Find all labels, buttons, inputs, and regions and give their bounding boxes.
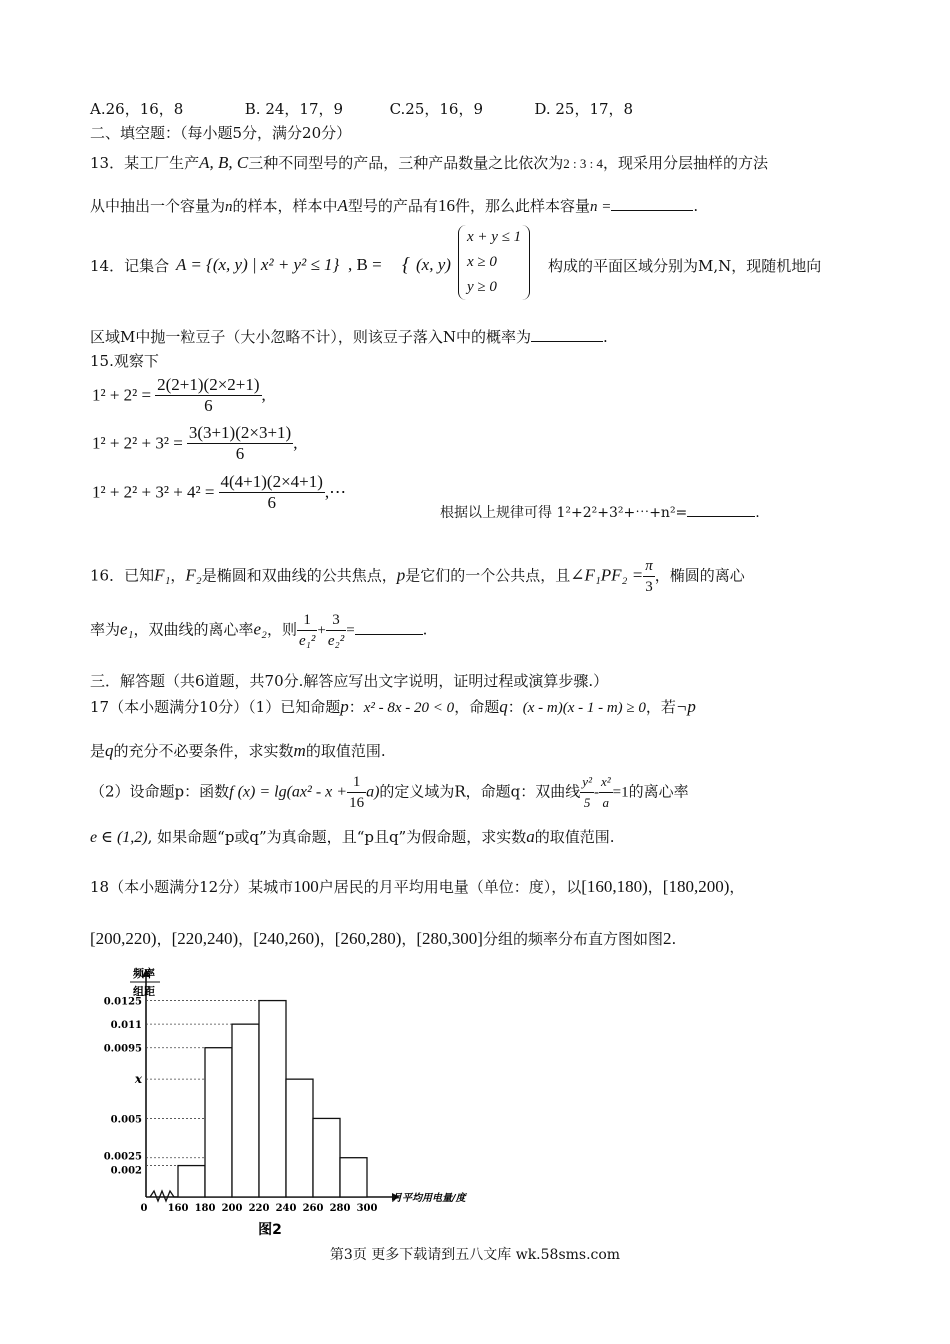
q17-frac-1-16 <box>347 772 366 813</box>
q16-frac-1-num: 1 <box>297 610 317 631</box>
q13-ratio: 2 : 3 : 4 <box>563 156 603 171</box>
q17-fd: 16 <box>349 795 365 811</box>
q16-text-3: 是它们的一个公共点，且 <box>405 566 571 585</box>
q18-text-3: 分组的频率分布直方图如图 <box>482 930 663 948</box>
option-d: D. 25，17，8 <box>534 100 634 118</box>
q17-negp: ¬p <box>675 697 696 716</box>
q15-eq2-frac <box>187 423 293 464</box>
q17-text-2: ，命题 <box>454 698 500 716</box>
q17-ein: e ∈ (1,2) <box>90 829 148 846</box>
q15-eq1-num: 2(2+1)(2×2+1) <box>157 375 260 394</box>
q17-frac-y <box>580 772 594 813</box>
y-tick-label: 0.0125 <box>103 996 142 1008</box>
q18-interval-4: [220,240) <box>171 929 239 948</box>
q17-line3 <box>90 772 862 820</box>
q18-line1 <box>90 876 862 898</box>
q17-text-7: （2）设命题p：函数 <box>90 782 230 801</box>
histogram-bar <box>313 1118 340 1197</box>
q17-line2 <box>90 740 862 762</box>
option-a: A.26，16，8 <box>90 100 184 118</box>
q17-p: p <box>340 697 349 716</box>
q13-text-4: 从中抽出一个容量为 <box>90 197 226 215</box>
q16-text-6: ，双曲线的离心率 <box>133 620 254 639</box>
q18-interval-5: [240,260) <box>253 929 320 948</box>
y-tick-label: 0.0025 <box>103 1151 142 1163</box>
histogram-bar <box>232 1024 259 1197</box>
x-tick-label: 260 <box>302 1203 324 1214</box>
q16-pi-frac <box>643 556 655 597</box>
q13-n-eq: n = <box>589 199 612 215</box>
q15-eq2-tail: , <box>293 433 298 453</box>
q16-p: p <box>396 565 406 585</box>
q16-text-7: ，则 <box>266 620 297 639</box>
q15-rule-text: 根据以上规律可得 1²+2²+3²+⋯+n²= <box>440 505 688 521</box>
q18-comma-6: ， <box>401 930 417 948</box>
x-tick-label: 200 <box>221 1203 243 1214</box>
x-tick-label: 180 <box>194 1203 216 1214</box>
q15-rule <box>440 502 760 522</box>
q14-line2 <box>90 326 862 348</box>
q18-interval-1: [160,180) <box>581 877 648 896</box>
q15-eq3-num: 4(4+1)(2×4+1) <box>220 472 323 491</box>
q14-xy: (x, y) <box>416 255 451 274</box>
q14-text-1: 14．记集合 <box>90 257 170 275</box>
q18-comma-2: ， <box>729 878 745 896</box>
section-2-heading: 二、填空题：（每小题5分，满分20分） <box>90 124 352 142</box>
q16-text-2: 是椭圆和双曲线的公共焦点， <box>201 566 397 585</box>
q16-e1: e₁ <box>120 619 134 639</box>
q14-cond-2: x ≥ 0 <box>467 254 497 270</box>
q17-fa: a) <box>366 783 380 801</box>
q14-answer-blank[interactable] <box>531 326 603 342</box>
q17-m: m <box>293 741 306 760</box>
x-tick-label: 160 <box>167 1203 189 1214</box>
q18-interval-2: [180,200) <box>662 877 730 896</box>
q17-text-9: 的离心率 <box>628 782 689 801</box>
q16-sep: ， <box>170 566 186 585</box>
histogram-bar <box>205 1048 232 1197</box>
q16-frac-1 <box>297 610 317 651</box>
q16-e2: e₂ <box>253 619 267 639</box>
q15-eq2-den: 6 <box>235 444 245 463</box>
q13-answer-blank[interactable] <box>611 195 693 211</box>
figure-caption: 图2 <box>258 1222 282 1238</box>
q17-q: q <box>499 697 508 716</box>
q16-period: . <box>422 620 428 639</box>
q13-line1 <box>90 152 862 175</box>
x-tick-label: 220 <box>248 1203 270 1214</box>
q15-eq3-frac <box>219 472 325 513</box>
q17-line1 <box>90 696 862 719</box>
q13-A: A <box>337 196 348 215</box>
q13-abc: A, B, C <box>199 153 249 172</box>
q17-text-8: 的定义域为R，命题q：双曲线 <box>379 782 581 801</box>
q15-period: . <box>755 505 760 521</box>
q15-eq1-lhs: 1² + 2² = <box>92 385 152 405</box>
q17-fn: 1 <box>347 772 366 793</box>
y-label-bottom: 组距 <box>133 985 155 998</box>
q17-text-6: 的取值范围. <box>305 742 386 760</box>
q18-comma-5: ， <box>319 930 335 948</box>
q17-a: a <box>526 827 535 846</box>
q14-text-3: 区域M中抛一粒豆子（大小忽略不计），则该豆子落入N中的概率为 <box>90 328 531 346</box>
histogram-bar <box>178 1166 205 1197</box>
q16-frac-2-num: 3 <box>326 610 346 631</box>
q16-text-5: 率为 <box>90 620 121 639</box>
q15-eq3-tail: ,⋯ <box>324 482 347 502</box>
q15-eq1-frac <box>155 375 261 416</box>
q18-line2 <box>90 928 862 950</box>
q16-eq: = <box>346 622 355 639</box>
q18-comma-1: ， <box>647 878 663 896</box>
q15-eq2-lhs: 1² + 2² + 3² = <box>92 433 183 453</box>
q17-colon: ： <box>348 698 364 716</box>
q17-text-3: ，若 <box>645 698 676 716</box>
q14-period: . <box>603 328 608 346</box>
q16-text-4: ，椭圆的离心 <box>654 566 745 585</box>
q17-text-10: , 如果命题“p或q”为真命题，且“p且q”为假命题，求实数 <box>147 828 527 846</box>
q13-num: 16 <box>437 196 455 215</box>
x-tick-label: 240 <box>275 1203 297 1214</box>
option-c: C.25，16，9 <box>389 100 483 118</box>
q17-line4 <box>90 826 862 849</box>
q16-answer-blank[interactable] <box>355 619 423 635</box>
q16-line2 <box>90 610 862 658</box>
q18-interval-6: [260,280) <box>334 929 402 948</box>
q18-fig: 2 <box>662 929 672 948</box>
q15-eq3-den: 6 <box>267 493 276 512</box>
q14-comma-b: , B = <box>348 255 382 274</box>
q17-colon-2: ： <box>507 698 523 716</box>
y-label-top: 频率 <box>133 967 155 980</box>
q16-frac-2 <box>326 610 346 651</box>
q14-line1 <box>90 225 862 305</box>
q13-period: . <box>693 197 699 215</box>
q12-options <box>90 98 862 120</box>
q18-period: . <box>671 930 677 948</box>
q14-system <box>458 225 530 300</box>
q13-text-5: 的样本，样本中 <box>232 197 338 215</box>
q16-F2: F₂ <box>185 565 202 585</box>
x-tick-label: 280 <box>329 1203 351 1214</box>
q18-comma-4: ， <box>238 930 254 948</box>
q17-text-11: 的取值范围. <box>534 828 615 846</box>
q17-ineq1: x² - 8x - 20 < 0 <box>363 700 455 716</box>
q18-text-1: 18（本小题满分12分）某城市 <box>90 878 294 896</box>
q17-fx: f (x) = lg(ax² - x + <box>229 783 348 801</box>
option-b: B. 24，17，9 <box>244 100 344 118</box>
q14-cond-1: x + y ≤ 1 <box>467 229 522 245</box>
q17-yn: y² <box>580 772 594 793</box>
q17-text-5: 的充分不必要条件，求实数 <box>113 742 294 760</box>
x-tick-label: 300 <box>356 1203 378 1214</box>
q15-answer-blank[interactable] <box>687 503 755 517</box>
histogram-chart <box>90 965 466 1240</box>
y-tick-label: 0.002 <box>110 1165 142 1177</box>
q15-eq2 <box>92 423 297 464</box>
q15-eq3 <box>92 472 346 513</box>
q13-line2 <box>90 195 862 218</box>
y-tick-label: 0.011 <box>110 1020 142 1032</box>
q16-angle: ∠F₁PF₂ = <box>570 565 644 585</box>
q14-set-a: A = {(x, y) | x² + y² ≤ 1} <box>176 255 340 274</box>
origin-label: 0 <box>140 1203 148 1214</box>
section-3-heading: 三．解答题（共6道题，共70分.解答应写出文字说明，证明过程或演算步骤.） <box>90 672 609 690</box>
q13-text-6: 型号的产品有 <box>347 197 438 215</box>
q17-yd: 5 <box>583 795 591 810</box>
q14-brace-left: { <box>402 254 410 276</box>
histogram-bar <box>340 1158 367 1197</box>
q16-text-1: 16．已知 <box>90 566 155 585</box>
q13-text-7: 件，那么此样本容量 <box>454 197 590 215</box>
q17-xd: a <box>602 795 610 810</box>
q14-cond-3: y ≥ 0 <box>467 279 497 295</box>
q13-text-1: 13．某工厂生产 <box>90 154 200 172</box>
q15-eq1-tail: , <box>261 385 266 405</box>
q18-interval-7: [280,300] <box>416 929 483 948</box>
q15-eq2-num: 3(3+1)(2×3+1) <box>188 423 292 442</box>
q16-frac-1-den: e₁² <box>298 633 316 649</box>
q18-text-2: 户居民的月平均用电量（单位：度），以 <box>318 878 582 896</box>
q15-heading: 15.观察下 <box>90 352 159 370</box>
q16-plus: + <box>317 622 326 639</box>
q17-frac-x <box>599 772 613 813</box>
q17-minus: - <box>593 784 599 801</box>
q15-eq3-lhs: 1² + 2² + 3² + 4² = <box>92 482 215 502</box>
q17-text-1: 17（本小题满分10分）（1）已知命题 <box>90 698 341 716</box>
q18-comma-3: ， <box>156 930 172 948</box>
q17-ineq2: (x - m)(x - 1 - m) ≥ 0 <box>522 700 646 716</box>
q13-text-3: ，现采用分层抽样的方法 <box>602 154 768 172</box>
q14-text-2: 构成的平面区域分别为M,N，现随机地向 <box>548 257 822 275</box>
q13-n: n <box>225 199 233 215</box>
q15-eq1-den: 6 <box>204 396 213 415</box>
axis-break-zigzag <box>150 1191 178 1201</box>
q16-three: 3 <box>645 579 653 595</box>
q17-text-4: 是 <box>90 742 106 760</box>
q17-xn: x² <box>599 772 613 793</box>
q17-q2: q <box>105 741 114 760</box>
q16-line1 <box>90 556 862 597</box>
y-tick-label: 0.005 <box>110 1114 142 1126</box>
q13-text-2: 三种不同型号的产品，三种产品数量之比依次为 <box>248 154 564 172</box>
q16-frac-2-den: e₂² <box>327 633 345 649</box>
histogram-bar <box>259 1001 286 1197</box>
q16-pi: π <box>643 556 655 577</box>
q15-eq1 <box>92 375 266 416</box>
q18-interval-3: [200,220) <box>90 929 157 948</box>
y-tick-label: 0.0095 <box>103 1043 142 1055</box>
page-footer: 第3页 更多下载请到五八文库 wk.58sms.com <box>329 1247 621 1263</box>
q16-F1: F₁ <box>154 565 171 585</box>
y-tick-label: x <box>134 1072 142 1087</box>
x-axis-title: 月平均用电量/度 <box>392 1193 466 1204</box>
q17-eq1: =1 <box>612 784 629 801</box>
histogram-bar <box>286 1079 313 1197</box>
q18-hundred: 100 <box>293 877 319 896</box>
